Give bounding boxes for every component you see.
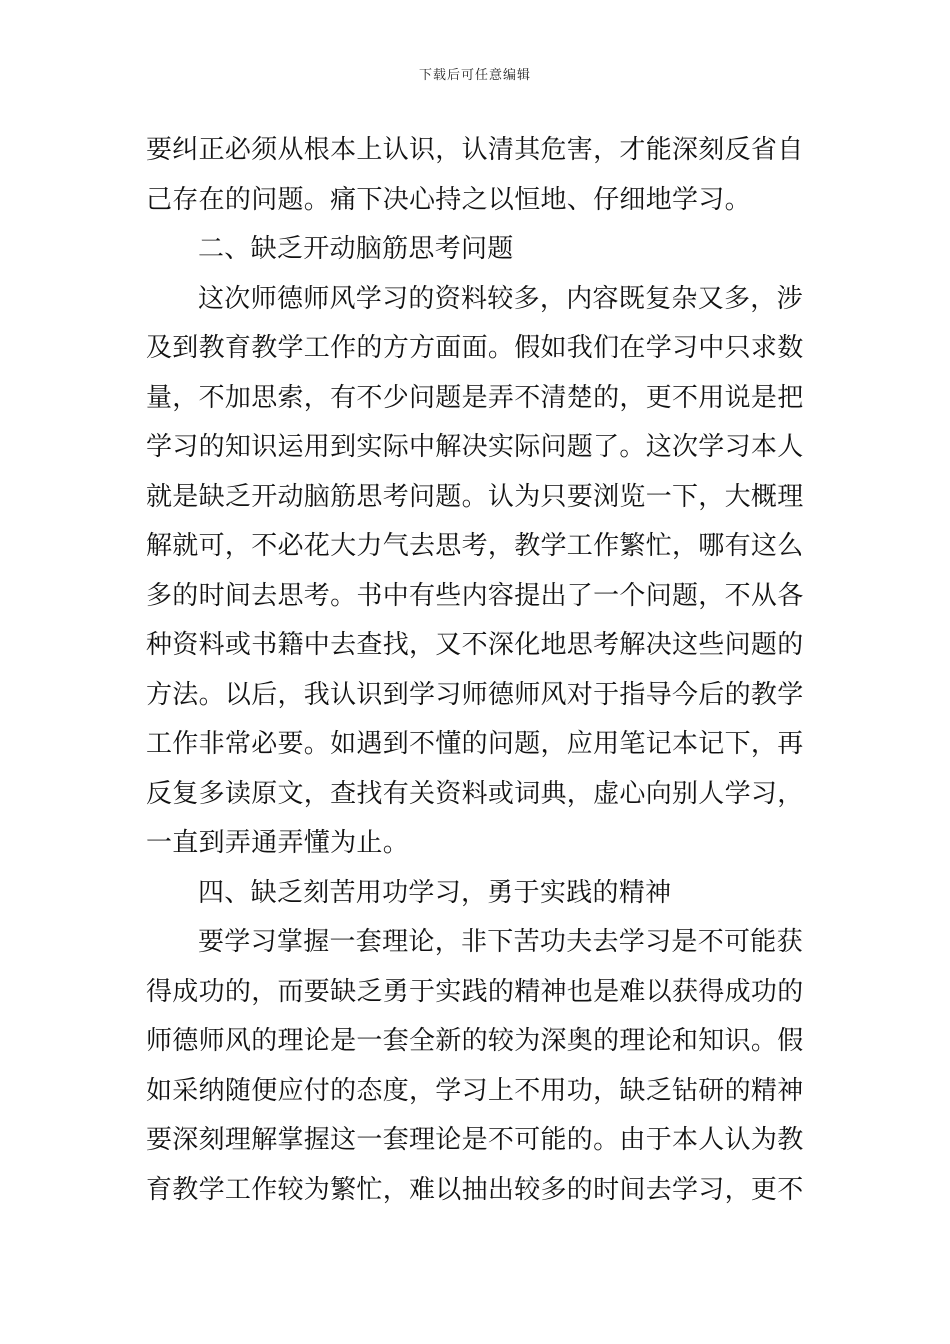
text-line: 种资料或书籍中去查找，又不深化地思考解决这些问题的 <box>146 630 804 660</box>
paragraph-start: 这次师德师风学习的资料较多，内容既复杂又多，涉 <box>198 283 803 314</box>
text-line: 一直到弄通弄懂为止。 <box>146 828 410 858</box>
text-line: 反复多读原文，查找有关资料或词典，虚心向别人学习， <box>146 778 804 809</box>
text-line: 学习的知识运用到实际中解决实际问题了。这次学习本人 <box>146 432 804 462</box>
paragraph-start: 要学习掌握一套理论，非下苦功夫去学习是不可能获 <box>198 927 803 957</box>
text-line: 工作非常必要。如遇到不懂的问题，应用笔记本记下，再 <box>146 729 804 759</box>
text-line: 己存在的问题。痛下决心持之以恒地、仔细地学习。 <box>146 184 751 215</box>
text-line: 要深刻理解掌握这一套理论是不可能的。由于本人认为教 <box>146 1125 804 1155</box>
text-line: 量，不加思索，有不少问题是弄不清楚的，更不用说是把 <box>146 382 804 413</box>
text-line: 如采纳随便应付的态度，学习上不用功，缺乏钻研的精神 <box>146 1075 804 1106</box>
section-heading: 四、缺乏刻苦用功学习，勇于实践的精神 <box>198 877 672 908</box>
text-line: 要纠正必须从根本上认识，认清其危害，才能深刻反省自 <box>146 135 804 165</box>
text-line: 解就可，不必花大力气去思考，教学工作繁忙，哪有这么 <box>146 531 804 561</box>
document-body <box>146 126 806 1215</box>
text-line: 多的时间去思考。书中有些内容提出了一个问题，不从各 <box>146 580 804 611</box>
page-header: 下载后可任意编辑 <box>418 68 531 83</box>
section-heading: 二、缺乏开动脑筋思考问题 <box>198 234 514 264</box>
text-line: 就是缺乏开动脑筋思考问题。认为只要浏览一下，大概理 <box>146 481 804 512</box>
text-line: 及到教育教学工作的方方面面。假如我们在学习中只求数 <box>146 333 804 363</box>
text-line: 育教学工作较为繁忙，难以抽出较多的时间去学习，更不 <box>146 1174 804 1205</box>
text-line: 方法。以后，我认识到学习师德师风对于指导今后的教学 <box>146 679 804 710</box>
text-line: 得成功的，而要缺乏勇于实践的精神也是难以获得成功的 <box>146 976 804 1007</box>
text-line: 师德师风的理论是一套全新的较为深奥的理论和知识。假 <box>146 1026 804 1056</box>
